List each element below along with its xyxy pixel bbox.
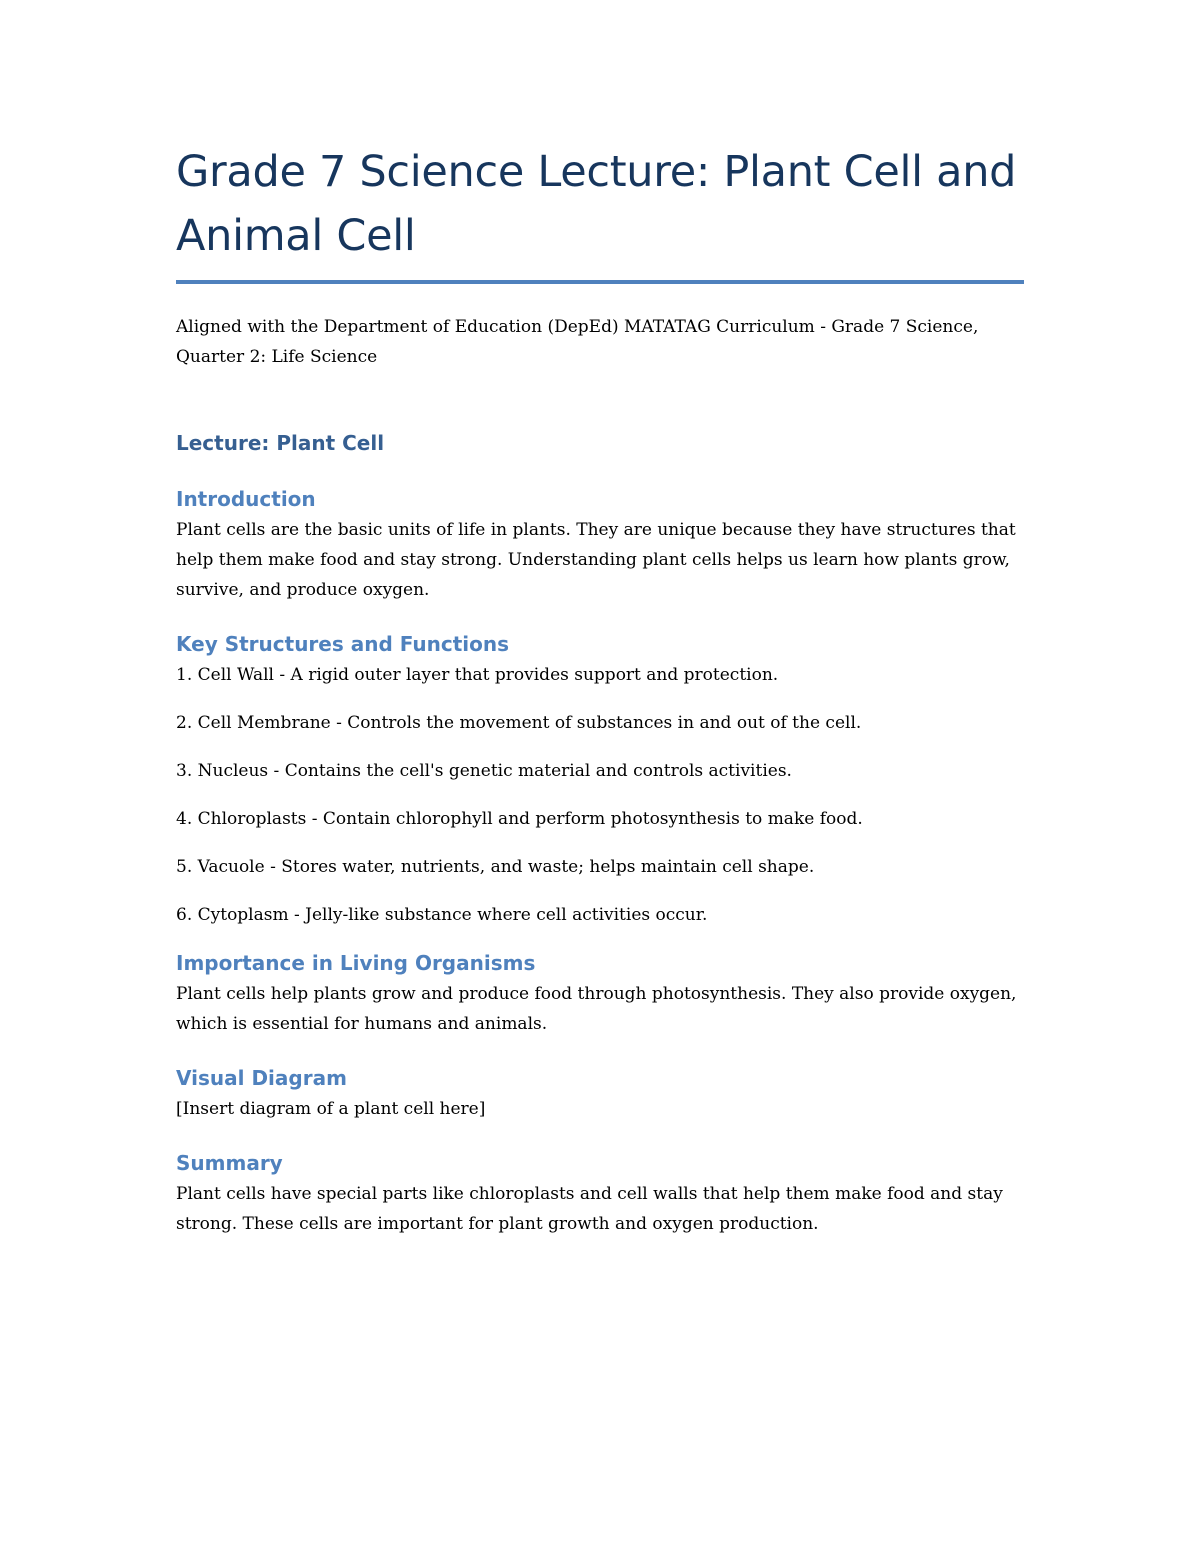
document-page — [176, 140, 1024, 1239]
visual-diagram-section — [176, 1063, 1024, 1124]
summary-text: Plant cells have special parts like chloroplasts and cell walls that help them make food and stay strong. These cells are important for plant growth and oxygen production. — [176, 1184, 1003, 1234]
document-title: Grade 7 Science Lecture: Plant Cell and Animal Cell — [176, 147, 1017, 261]
list-item: 3. Nucleus - Contains the cell's genetic material and controls activities. — [176, 761, 792, 781]
curriculum-alignment-text: Aligned with the Department of Education (DepEd) MATATAG Curriculum - Grade 7 Science, Quarter 2: Life Science — [176, 317, 979, 367]
importance-section — [176, 948, 1024, 1039]
key-structures-heading: Key Structures and Functions — [176, 632, 510, 656]
structures-list — [176, 660, 1024, 930]
visual-diagram-heading: Visual Diagram — [176, 1066, 347, 1090]
list-item: 1. Cell Wall - A rigid outer layer that provides support and protection. — [176, 665, 779, 685]
list-item: 4. Chloroplasts - Contain chlorophyll and perform photosynthesis to make food. — [176, 809, 863, 829]
key-structures-section — [176, 629, 1024, 930]
summary-heading: Summary — [176, 1151, 283, 1175]
lecture-heading: Lecture: Plant Cell — [176, 431, 385, 455]
introduction-text: Plant cells are the basic units of life in plants. They are unique because they have structures that help them make food and stay strong. Understanding plant cells helps us learn how plants grow, survive, and produce oxygen. — [176, 520, 1016, 600]
list-item: 5. Vacuole - Stores water, nutrients, and waste; helps maintain cell shape. — [176, 857, 815, 877]
introduction-section — [176, 484, 1024, 605]
title-divider — [176, 280, 1024, 284]
importance-heading: Importance in Living Organisms — [176, 951, 536, 975]
list-item: 6. Cytoplasm - Jelly-like substance where cell activities occur. — [176, 905, 708, 925]
importance-text: Plant cells help plants grow and produce food through photosynthesis. They also provide oxygen, which is essential for humans and animals. — [176, 984, 1017, 1034]
diagram-placeholder-text: [Insert diagram of a plant cell here] — [176, 1099, 486, 1119]
summary-section — [176, 1148, 1024, 1239]
list-item: 2. Cell Membrane - Controls the movement of substances in and out of the cell. — [176, 713, 862, 733]
introduction-heading: Introduction — [176, 487, 316, 511]
